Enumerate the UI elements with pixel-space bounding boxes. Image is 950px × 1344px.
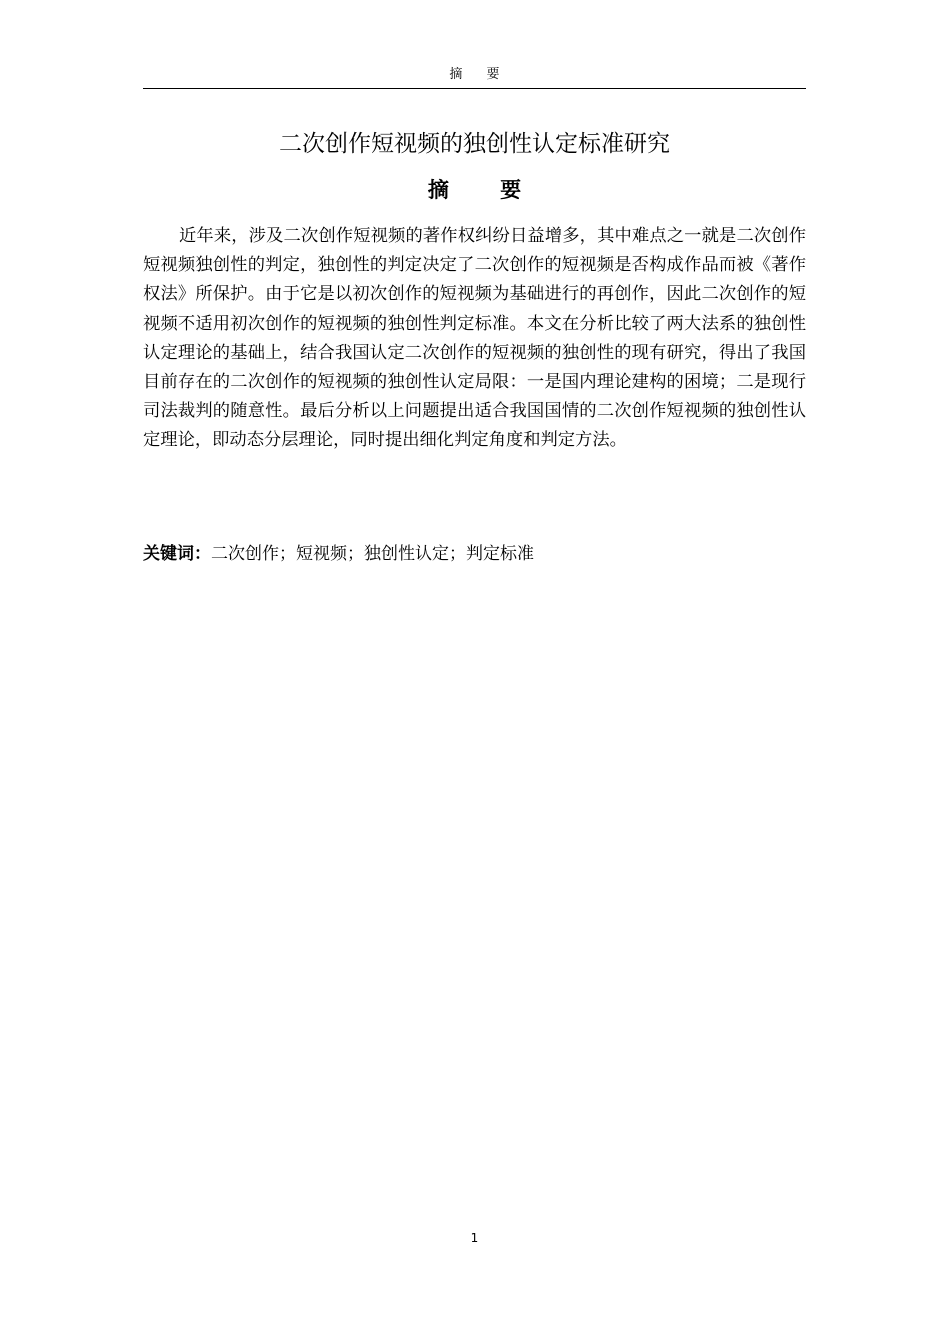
keywords-line (143, 540, 806, 569)
header-divider (143, 88, 806, 89)
keywords-list: 二次创作；短视频；独创性认定；判定标准 (211, 544, 534, 564)
abstract-heading: 摘 要 (427, 178, 544, 202)
abstract-paragraph: 近年来，涉及二次创作短视频的著作权纠纷日益增多，其中难点之一就是二次创作短视频独创性的判定，独创性的判定决定了二次创作的短视频是否构成作品而被《著作权法》所保护。由于它是以初次创作的短视频为基础进行的再创作，因此二次创作的短视频不适用初次创作的短视频的独创性判定标准。本文在分析比较了两大法系的独创性认定理论的基础上，结合我国认定二次创作的短视频的独创性的现有研究，得出了我国目前存在的二次创作的短视频的独创性认定局限：一是国内理论建构的困境；二是现行司法裁判的随意性。最后分析以上问题提出适合我国国情的二次创作短视频的独创性认定理论，即动态分层理论，同时提出细化判定角度和判定方法。 (143, 226, 806, 451)
document-title: 二次创作短视频的独创性认定标准研究 (279, 131, 670, 157)
page-number: 1 (470, 1231, 479, 1245)
running-header: 摘 要 (449, 67, 510, 82)
keywords-label: 关键词： (143, 544, 211, 564)
